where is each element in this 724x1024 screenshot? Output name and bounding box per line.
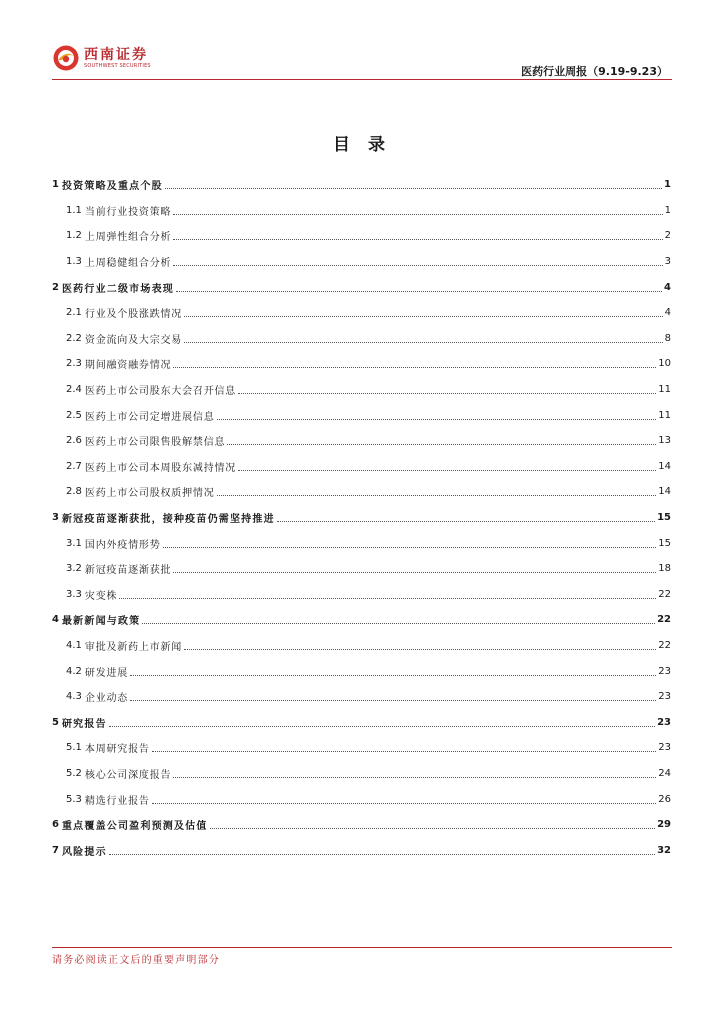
- toc-dot-leader: [277, 521, 655, 522]
- toc-entry-label: 企业动态: [84, 693, 129, 705]
- toc-entry-page-number: 22: [657, 614, 671, 626]
- toc-entry-page-number: 23: [658, 691, 671, 703]
- toc-entry-page-number: 29: [657, 819, 671, 831]
- toc-dot-leader: [227, 444, 656, 445]
- toc-subsection-entry[interactable]: [52, 428, 671, 454]
- toc-entry-number: 5.2: [66, 767, 82, 779]
- toc-entry-label: 精选行业报告: [84, 795, 150, 807]
- toc-dot-leader: [184, 342, 663, 343]
- toc-subsection-entry[interactable]: [52, 198, 671, 224]
- toc-dot-leader: [109, 854, 655, 855]
- toc-entry-number: 1.3: [66, 256, 82, 268]
- toc-entry-number: 2.5: [66, 409, 82, 421]
- toc-entry-number: 2.8: [66, 486, 82, 498]
- toc-section-entry[interactable]: [52, 709, 671, 735]
- toc-entry-number: 3.1: [66, 537, 82, 549]
- toc-subsection-entry[interactable]: [52, 377, 671, 403]
- toc-entry-label: 医药上市公司股东大会召开信息: [84, 386, 237, 398]
- toc-entry-page-number: 24: [658, 767, 671, 779]
- toc-entry-page-number: 3: [664, 256, 671, 268]
- toc-entry-label: 医药行业二级市场表现: [61, 283, 174, 295]
- toc-entry-number: 6: [52, 819, 59, 831]
- logo-english-name: SOUTHWEST SECURITIES: [84, 62, 151, 69]
- toc-entry-number: 2.6: [66, 435, 82, 447]
- toc-entry-label: 行业及个股涨跌情况: [84, 309, 183, 321]
- toc-subsection-entry[interactable]: [52, 223, 671, 249]
- toc-dot-leader: [142, 623, 655, 624]
- toc-entry-label: 灾变株: [84, 590, 118, 602]
- toc-subsection-entry[interactable]: [52, 761, 671, 787]
- toc-subsection-entry[interactable]: [52, 556, 671, 582]
- toc-heading: 目 录: [333, 135, 391, 155]
- toc-entry-page-number: 2: [664, 230, 671, 242]
- toc-subsection-entry[interactable]: [52, 786, 671, 812]
- toc-dot-leader: [173, 572, 656, 573]
- logo-chinese-name: 西南证券: [84, 46, 148, 63]
- toc-entry-page-number: 8: [664, 332, 671, 344]
- toc-entry-number: 7: [52, 844, 59, 856]
- toc-dot-leader: [184, 316, 663, 317]
- toc-entry-number: 2.4: [66, 384, 82, 396]
- toc-entry-number: 4.2: [66, 665, 82, 677]
- toc-subsection-entry[interactable]: [52, 684, 671, 710]
- toc-dot-leader: [109, 726, 655, 727]
- toc-entry-label: 研发进展: [84, 667, 129, 679]
- toc-section-entry[interactable]: [52, 505, 671, 531]
- toc-entry-page-number: 15: [657, 512, 671, 524]
- toc-entry-page-number: 14: [658, 486, 671, 498]
- toc-subsection-entry[interactable]: [52, 351, 671, 377]
- toc-entry-number: 3.3: [66, 588, 82, 600]
- toc-entry-page-number: 11: [658, 384, 671, 396]
- toc-entry-label: 医药上市公司股权质押情况: [84, 488, 215, 500]
- toc-entry-page-number: 10: [658, 358, 671, 370]
- toc-entry-page-number: 23: [658, 665, 671, 677]
- toc-entry-page-number: 4: [664, 307, 671, 319]
- toc-entry-page-number: 11: [658, 409, 671, 421]
- toc-entry-number: 4.3: [66, 691, 82, 703]
- toc-subsection-entry[interactable]: [52, 454, 671, 480]
- toc-entry-number: 2.7: [66, 460, 82, 472]
- toc-entry-page-number: 15: [658, 537, 671, 549]
- footer-divider: [52, 947, 672, 948]
- toc-entry-number: 4.1: [66, 639, 82, 651]
- toc-subsection-entry[interactable]: [52, 735, 671, 761]
- toc-entry-label: 期间融资融券情况: [84, 360, 172, 372]
- toc-entry-label: 核心公司深度报告: [84, 769, 172, 781]
- toc-dot-leader: [130, 675, 656, 676]
- toc-entry-label: 新冠疫苗逐渐获批: [84, 565, 172, 577]
- toc-entry-label: 风险提示: [61, 846, 107, 858]
- company-logo: [52, 42, 151, 74]
- toc-entry-page-number: 23: [657, 716, 671, 728]
- toc-dot-leader: [152, 751, 657, 752]
- toc-entry-label: 上周弹性组合分析: [84, 232, 172, 244]
- toc-dot-leader: [184, 649, 656, 650]
- toc-subsection-entry[interactable]: [52, 300, 671, 326]
- toc-dot-leader: [238, 393, 656, 394]
- toc-dot-leader: [210, 828, 656, 829]
- toc-subsection-entry[interactable]: [52, 479, 671, 505]
- toc-entry-page-number: 1: [664, 204, 671, 216]
- toc-subsection-entry[interactable]: [52, 402, 671, 428]
- toc-entry-page-number: 22: [658, 639, 671, 651]
- toc-dot-leader: [165, 188, 662, 189]
- toc-entry-label: 医药上市公司定增进展信息: [84, 411, 215, 423]
- toc-entry-label: 医药上市公司限售股解禁信息: [84, 437, 226, 449]
- header-divider: [52, 79, 672, 80]
- toc-dot-leader: [173, 214, 662, 215]
- toc-entry-number: 1.1: [66, 204, 82, 216]
- toc-section-entry[interactable]: [52, 837, 671, 863]
- toc-entry-label: 投资策略及重点个股: [61, 181, 163, 193]
- toc-subsection-entry[interactable]: [52, 582, 671, 608]
- toc-dot-leader: [119, 598, 656, 599]
- toc-entry-label: 本周研究报告: [84, 744, 150, 756]
- toc-dot-leader: [130, 700, 656, 701]
- toc-entry-number: 2.1: [66, 307, 82, 319]
- toc-entry-label: 上周稳健组合分析: [84, 258, 172, 270]
- toc-entry-number: 2.3: [66, 358, 82, 370]
- toc-entry-page-number: 14: [658, 460, 671, 472]
- toc-entry-page-number: 18: [658, 563, 671, 575]
- toc-entry-number: 1.2: [66, 230, 82, 242]
- toc-entry-number: 5: [52, 716, 59, 728]
- toc-entry-page-number: 22: [658, 588, 671, 600]
- toc-entry-number: 1: [52, 179, 59, 191]
- toc-entry-label: 资金流向及大宗交易: [84, 334, 183, 346]
- toc-entry-page-number: 4: [664, 281, 671, 293]
- toc-subsection-entry[interactable]: [52, 633, 671, 659]
- toc-dot-leader: [173, 265, 662, 266]
- toc-entry-page-number: 1: [664, 179, 671, 191]
- toc-dot-leader: [217, 419, 657, 420]
- toc-entry-label: 国内外疫情形势: [84, 539, 161, 551]
- toc-entry-number: 2.2: [66, 332, 82, 344]
- page-header: [0, 0, 724, 82]
- toc-entry-number: 2: [52, 281, 59, 293]
- toc-entry-label: 重点覆盖公司盈利预测及估值: [61, 821, 208, 833]
- toc-dot-leader: [173, 239, 662, 240]
- toc-dot-leader: [217, 495, 657, 496]
- toc-entry-page-number: 13: [658, 435, 671, 447]
- toc-section-entry[interactable]: [52, 172, 671, 198]
- toc-entry-number: 4: [52, 614, 59, 626]
- toc-dot-leader: [173, 367, 656, 368]
- footer-disclaimer: 请务必阅读正文后的重要声明部分: [52, 955, 220, 966]
- toc-entry-number: 5.1: [66, 742, 82, 754]
- southwest-securities-logo-icon: [52, 44, 80, 72]
- toc-entry-label: 新冠疫苗逐渐获批，接种疫苗仍需坚持推进: [61, 514, 275, 526]
- toc-entry-label: 医药上市公司本周股东减持情况: [84, 462, 237, 474]
- toc-entry-label: 审批及新药上市新闻: [84, 641, 183, 653]
- toc-entry-number: 5.3: [66, 793, 82, 805]
- toc-dot-leader: [152, 803, 657, 804]
- toc-entry-page-number: 26: [658, 793, 671, 805]
- toc-entry-label: 研究报告: [61, 718, 107, 730]
- toc-entry-number: 3.2: [66, 563, 82, 575]
- table-of-contents: [52, 172, 671, 863]
- toc-subsection-entry[interactable]: [52, 249, 671, 275]
- toc-dot-leader: [238, 470, 656, 471]
- toc-section-entry[interactable]: [52, 607, 671, 633]
- toc-entry-label: 当前行业投资策略: [84, 206, 172, 218]
- toc-dot-leader: [173, 777, 656, 778]
- toc-entry-page-number: 23: [658, 742, 671, 754]
- toc-section-entry[interactable]: [52, 812, 671, 838]
- toc-subsection-entry[interactable]: [52, 658, 671, 684]
- toc-entry-page-number: 32: [657, 844, 671, 856]
- toc-dot-leader: [176, 291, 662, 292]
- toc-subsection-entry[interactable]: [52, 326, 671, 352]
- toc-dot-leader: [163, 547, 657, 548]
- toc-entry-number: 3: [52, 512, 59, 524]
- toc-subsection-entry[interactable]: [52, 530, 671, 556]
- toc-section-entry[interactable]: [52, 274, 671, 300]
- toc-entry-label: 最新新闻与政策: [61, 616, 141, 628]
- report-title: 医药行业周报（9.19-9.23）: [521, 65, 668, 78]
